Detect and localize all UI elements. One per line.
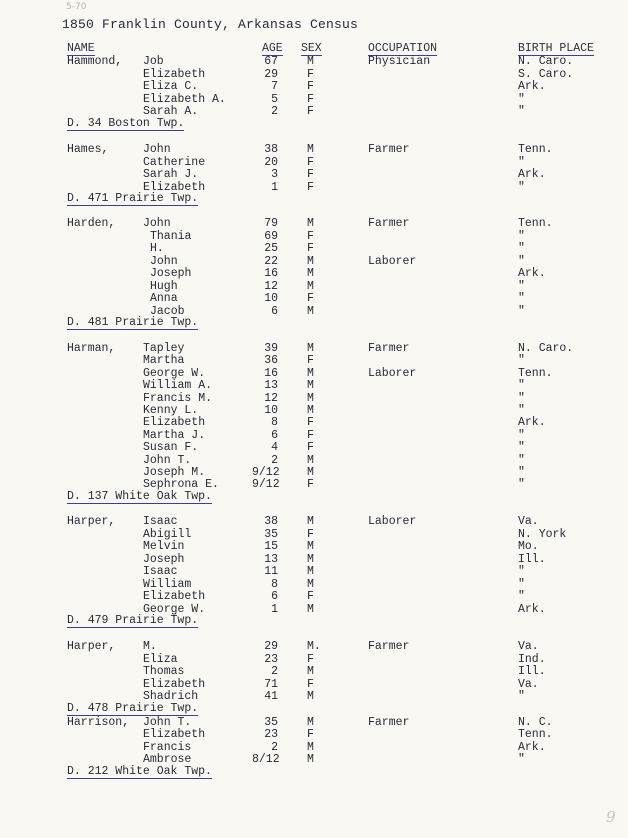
cell-given: Shadrich [143, 690, 199, 704]
cell-age: 10 [264, 292, 278, 305]
census-row [0, 367, 628, 380]
census-row [0, 578, 628, 591]
cell-birth-place: " [518, 590, 525, 603]
census-row [0, 55, 628, 68]
census-row [0, 217, 628, 230]
dwelling-label: D. 137 White Oak Twp. [67, 489, 212, 503]
cell-age: 39 [264, 342, 278, 355]
cell-given: Thomas [143, 665, 185, 679]
cell-occupation: Laborer [368, 515, 417, 528]
cell-occupation: Farmer [368, 716, 410, 729]
cell-age: 41 [264, 690, 278, 704]
cell-given: Elizabeth [143, 590, 206, 603]
cell-given: Elizabeth [143, 67, 206, 81]
dwelling-label: D. 478 Prairie Twp. [67, 702, 199, 715]
cell-sex: M [307, 404, 314, 417]
cell-given: Isaac [143, 565, 178, 578]
cell-sex: M [307, 540, 314, 553]
cell-birth-place: " [518, 105, 525, 118]
cell-surname: Harman, [67, 342, 116, 355]
cell-birth-place: " [518, 279, 525, 293]
cell-sex: M [307, 379, 314, 393]
cell-given: Kenny L. [143, 404, 199, 417]
cell-given: Eliza [143, 652, 178, 666]
cell-birth-place: Tenn. [518, 366, 553, 380]
cell-given: Hugh [150, 279, 178, 293]
census-row [0, 379, 628, 392]
cell-sex: M [307, 217, 314, 230]
cell-birth-place: " [518, 304, 525, 318]
dwelling-label: D. 34 Boston Twp. [67, 116, 185, 130]
cell-age: 13 [264, 552, 278, 566]
cell-sex: F [307, 242, 314, 255]
cell-sex: M [307, 267, 314, 280]
census-row [0, 404, 628, 417]
census-row [0, 267, 628, 280]
cell-sex: M [307, 342, 314, 355]
cell-sex: F [307, 677, 314, 691]
cell-age: 2 [271, 105, 278, 118]
cell-birth-place: " [518, 292, 525, 305]
cell-age: 35 [264, 527, 278, 541]
cell-age: 8/12 [252, 753, 280, 767]
header-sex: SEX [301, 42, 322, 55]
cell-birth-place: Tenn. [518, 143, 553, 156]
cell-birth-place: N. Caro. [518, 55, 574, 68]
dwelling-label: D. 479 Prairie Twp. [67, 614, 199, 627]
census-row [0, 528, 628, 541]
page-mark: 9 [606, 808, 616, 826]
census-row [0, 292, 628, 305]
cell-occupation: Physician [368, 55, 431, 68]
cell-birth-place: Ill. [518, 552, 546, 566]
cell-surname: Harrison, [67, 716, 130, 729]
cell-sex: F [307, 527, 314, 541]
census-row [0, 416, 628, 429]
census-row [0, 665, 628, 678]
cell-sex: F [307, 354, 314, 368]
census-row [0, 242, 628, 255]
cell-birth-place: Ill. [518, 665, 546, 679]
cell-birth-place: " [518, 565, 525, 578]
cell-sex: F [307, 728, 314, 742]
cell-sex: M [307, 565, 314, 578]
cell-age: 8 [271, 577, 278, 591]
cell-birth-place: Va. [518, 677, 539, 691]
census-row [0, 741, 628, 754]
cell-birth-place: " [518, 753, 525, 767]
cell-age: 1 [271, 180, 278, 194]
cell-sex: M [307, 304, 314, 318]
cell-sex: F [307, 168, 314, 181]
cell-birth-place: Tenn. [518, 728, 553, 742]
cell-age: 8 [271, 416, 278, 430]
cell-given: Francis [143, 740, 192, 754]
cell-occupation: Farmer [368, 143, 410, 156]
header-birth-place: BIRTH PLACE [518, 42, 594, 55]
cell-occupation: Laborer [368, 366, 417, 380]
cell-age: 11 [264, 565, 278, 578]
cell-birth-place: " [518, 379, 525, 393]
census-row [0, 466, 628, 479]
cell-given: Elizabeth [143, 728, 206, 742]
cell-birth-place: Va. [518, 515, 539, 528]
cell-age: 25 [264, 242, 278, 255]
cell-sex: F [307, 229, 314, 243]
cell-sex: M [307, 453, 314, 467]
cell-age: 67 [264, 55, 278, 68]
cell-birth-place: " [518, 180, 525, 194]
dwelling-label: D. 481 Prairie Twp. [67, 316, 199, 329]
header-occupation: OCCUPATION [368, 42, 438, 55]
cell-surname: Harden, [67, 217, 116, 230]
cell-given: Ambrose [143, 753, 192, 767]
cell-age: 6 [271, 428, 278, 442]
census-row [0, 230, 628, 243]
cell-given: Joseph [150, 267, 192, 280]
cell-given: John [150, 254, 178, 268]
census-row [0, 441, 628, 454]
header-name: NAME [67, 42, 95, 55]
cell-birth-place: N. C. [518, 716, 553, 729]
cell-age: 12 [264, 279, 278, 293]
cell-sex: M [307, 665, 314, 679]
cell-given: Francis M. [143, 391, 213, 405]
cell-sex: F [307, 441, 314, 455]
cell-occupation: Farmer [368, 342, 410, 355]
cell-age: 2 [271, 665, 278, 679]
census-row [0, 540, 628, 553]
cell-sex: M [307, 279, 314, 293]
census-row [0, 93, 628, 106]
cell-given: George W. [143, 602, 206, 616]
cell-given: Job [143, 55, 164, 68]
census-row [0, 716, 628, 729]
cell-age: 5 [271, 92, 278, 106]
cell-given: Elizabeth A. [143, 92, 226, 106]
cell-birth-place: Mo. [518, 540, 539, 553]
cell-age: 36 [264, 354, 278, 368]
cell-birth-place: N. Caro. [518, 342, 574, 355]
cell-surname: Hammond, [67, 55, 123, 68]
cell-age: 38 [264, 143, 278, 156]
cell-birth-place: " [518, 428, 525, 442]
cell-given: Elizabeth [143, 180, 206, 194]
cell-given: Sephrona E. [143, 478, 219, 492]
cell-age: 3 [271, 168, 278, 181]
cell-given: Sarah A. [143, 105, 199, 118]
cell-sex: F [307, 155, 314, 169]
cell-sex: M [307, 740, 314, 754]
census-row [0, 354, 628, 367]
cell-age: 15 [264, 540, 278, 553]
cell-age: 2 [271, 453, 278, 467]
census-row [0, 678, 628, 691]
cell-birth-place: " [518, 577, 525, 591]
cell-sex: M. [307, 640, 321, 653]
cell-given: John [143, 143, 171, 156]
cell-sex: M [307, 716, 314, 729]
cell-birth-place: " [518, 466, 525, 479]
page-title: 1850 Franklin County, Arkansas Census [62, 17, 359, 32]
cell-occupation: Laborer [368, 254, 417, 268]
cell-age: 13 [264, 379, 278, 393]
cell-birth-place: Ark. [518, 602, 546, 616]
cell-given: William A. [143, 379, 213, 393]
cell-given: M. [143, 640, 157, 653]
cell-sex: M [307, 577, 314, 591]
cell-given: John T. [143, 716, 192, 729]
cell-age: 23 [264, 728, 278, 742]
cell-birth-place: Ark. [518, 740, 546, 754]
cell-sex: F [307, 478, 314, 492]
cell-age: 6 [271, 590, 278, 603]
cell-sex: M [307, 366, 314, 380]
cell-age: 6 [271, 304, 278, 318]
cell-birth-place: Ark. [518, 80, 546, 93]
cell-sex: F [307, 652, 314, 666]
cell-birth-place: Ark. [518, 168, 546, 181]
cell-sex: M [307, 143, 314, 156]
cell-sex: F [307, 92, 314, 106]
dwelling-label: D. 212 White Oak Twp. [67, 764, 212, 778]
cell-sex: M [307, 391, 314, 405]
cell-birth-place: " [518, 354, 525, 368]
cell-given: Sarah J. [143, 168, 199, 181]
cell-given: Joseph M. [143, 466, 206, 479]
census-row [0, 728, 628, 741]
cell-age: 38 [264, 515, 278, 528]
census-row [0, 653, 628, 666]
cell-surname: Hames, [67, 143, 109, 156]
header-age: AGE [262, 42, 283, 55]
cell-age: 29 [264, 67, 278, 81]
cell-given: Anna [150, 292, 178, 305]
cell-given: Martha [143, 354, 185, 368]
cell-age: 9/12 [252, 478, 280, 492]
census-row [0, 342, 628, 355]
census-row [0, 515, 628, 528]
cell-given: Joseph [143, 552, 185, 566]
cell-age: 9/12 [252, 466, 280, 479]
cell-birth-place: Ind. [518, 652, 546, 666]
cell-sex: M [307, 515, 314, 528]
cell-age: 16 [264, 366, 278, 380]
dwelling-label: D. 471 Prairie Twp. [67, 192, 199, 205]
census-row [0, 168, 628, 181]
cell-given: Melvin [143, 540, 185, 553]
cell-birth-place: " [518, 242, 525, 255]
cell-birth-place: " [518, 453, 525, 467]
cell-given: Catherine [143, 155, 206, 169]
cell-sex: F [307, 428, 314, 442]
census-row [0, 640, 628, 653]
cell-sex: M [307, 552, 314, 566]
cell-age: 10 [264, 404, 278, 417]
cell-sex: F [307, 105, 314, 118]
cell-age: 29 [264, 640, 278, 653]
cell-occupation: Farmer [368, 640, 410, 653]
cell-given: Isaac [143, 515, 178, 528]
cell-birth-place: " [518, 690, 525, 704]
cell-given: George W. [143, 366, 206, 380]
cell-age: 2 [271, 740, 278, 754]
cell-age: 71 [264, 677, 278, 691]
cell-given: Thania [150, 229, 192, 243]
cell-sex: F [307, 292, 314, 305]
cell-given: Tapley [143, 342, 185, 355]
census-row [0, 392, 628, 405]
cell-surname: Harper, [67, 515, 116, 528]
cell-birth-place: " [518, 441, 525, 455]
cell-given: John T. [143, 453, 192, 467]
cell-age: 4 [271, 441, 278, 455]
cell-age: 79 [264, 217, 278, 230]
cell-age: 7 [271, 80, 278, 93]
cell-birth-place: " [518, 92, 525, 106]
cell-given: Martha J. [143, 428, 206, 442]
cell-birth-place: Va. [518, 640, 539, 653]
cell-sex: M [307, 753, 314, 767]
cell-occupation: Farmer [368, 217, 410, 230]
census-row [0, 565, 628, 578]
cell-given: Abigill [143, 527, 192, 541]
cell-given: Jacob [150, 304, 185, 318]
cell-age: 35 [264, 716, 278, 729]
cell-sex: F [307, 416, 314, 430]
cell-birth-place: " [518, 229, 525, 243]
cell-given: Eliza C. [143, 80, 199, 93]
cell-sex: M [307, 55, 314, 68]
cell-age: 69 [264, 229, 278, 243]
cell-given: William [143, 577, 192, 591]
cell-age: 1 [271, 602, 278, 616]
cell-given: Susan F. [143, 441, 199, 455]
census-row [0, 68, 628, 81]
cell-given: John [143, 217, 171, 230]
cell-birth-place: Ark. [518, 416, 546, 430]
census-row [0, 255, 628, 268]
cell-given: Elizabeth [143, 416, 206, 430]
census-row [0, 553, 628, 566]
cell-sex: F [307, 67, 314, 81]
cell-sex: M [307, 254, 314, 268]
cell-age: 20 [264, 155, 278, 169]
cell-given: Elizabeth [143, 677, 206, 691]
census-row [0, 429, 628, 442]
cell-age: 22 [264, 254, 278, 268]
cell-sex: F [307, 590, 314, 603]
cell-surname: Harper, [67, 640, 116, 653]
cell-birth-place: " [518, 478, 525, 492]
cell-birth-place: " [518, 155, 525, 169]
cell-birth-place: S. Caro. [518, 67, 574, 81]
census-row [0, 156, 628, 169]
cell-birth-place: Tenn. [518, 217, 553, 230]
cell-sex: M [307, 466, 314, 479]
cell-age: 16 [264, 267, 278, 280]
cell-sex: F [307, 180, 314, 194]
cell-birth-place: N. York [518, 527, 567, 541]
cell-sex: M [307, 690, 314, 704]
cell-birth-place: " [518, 404, 525, 417]
cell-age: 12 [264, 391, 278, 405]
census-row [0, 454, 628, 467]
pencil-mark: 5-70 [66, 2, 87, 12]
cell-age: 23 [264, 652, 278, 666]
cell-birth-place: " [518, 254, 525, 268]
census-row [0, 80, 628, 93]
cell-sex: M [307, 602, 314, 616]
cell-sex: F [307, 80, 314, 93]
census-row [0, 280, 628, 293]
census-row [0, 143, 628, 156]
census-row [0, 590, 628, 603]
cell-birth-place: " [518, 391, 525, 405]
cell-given: H. [150, 242, 164, 255]
cell-birth-place: Ark. [518, 267, 546, 280]
